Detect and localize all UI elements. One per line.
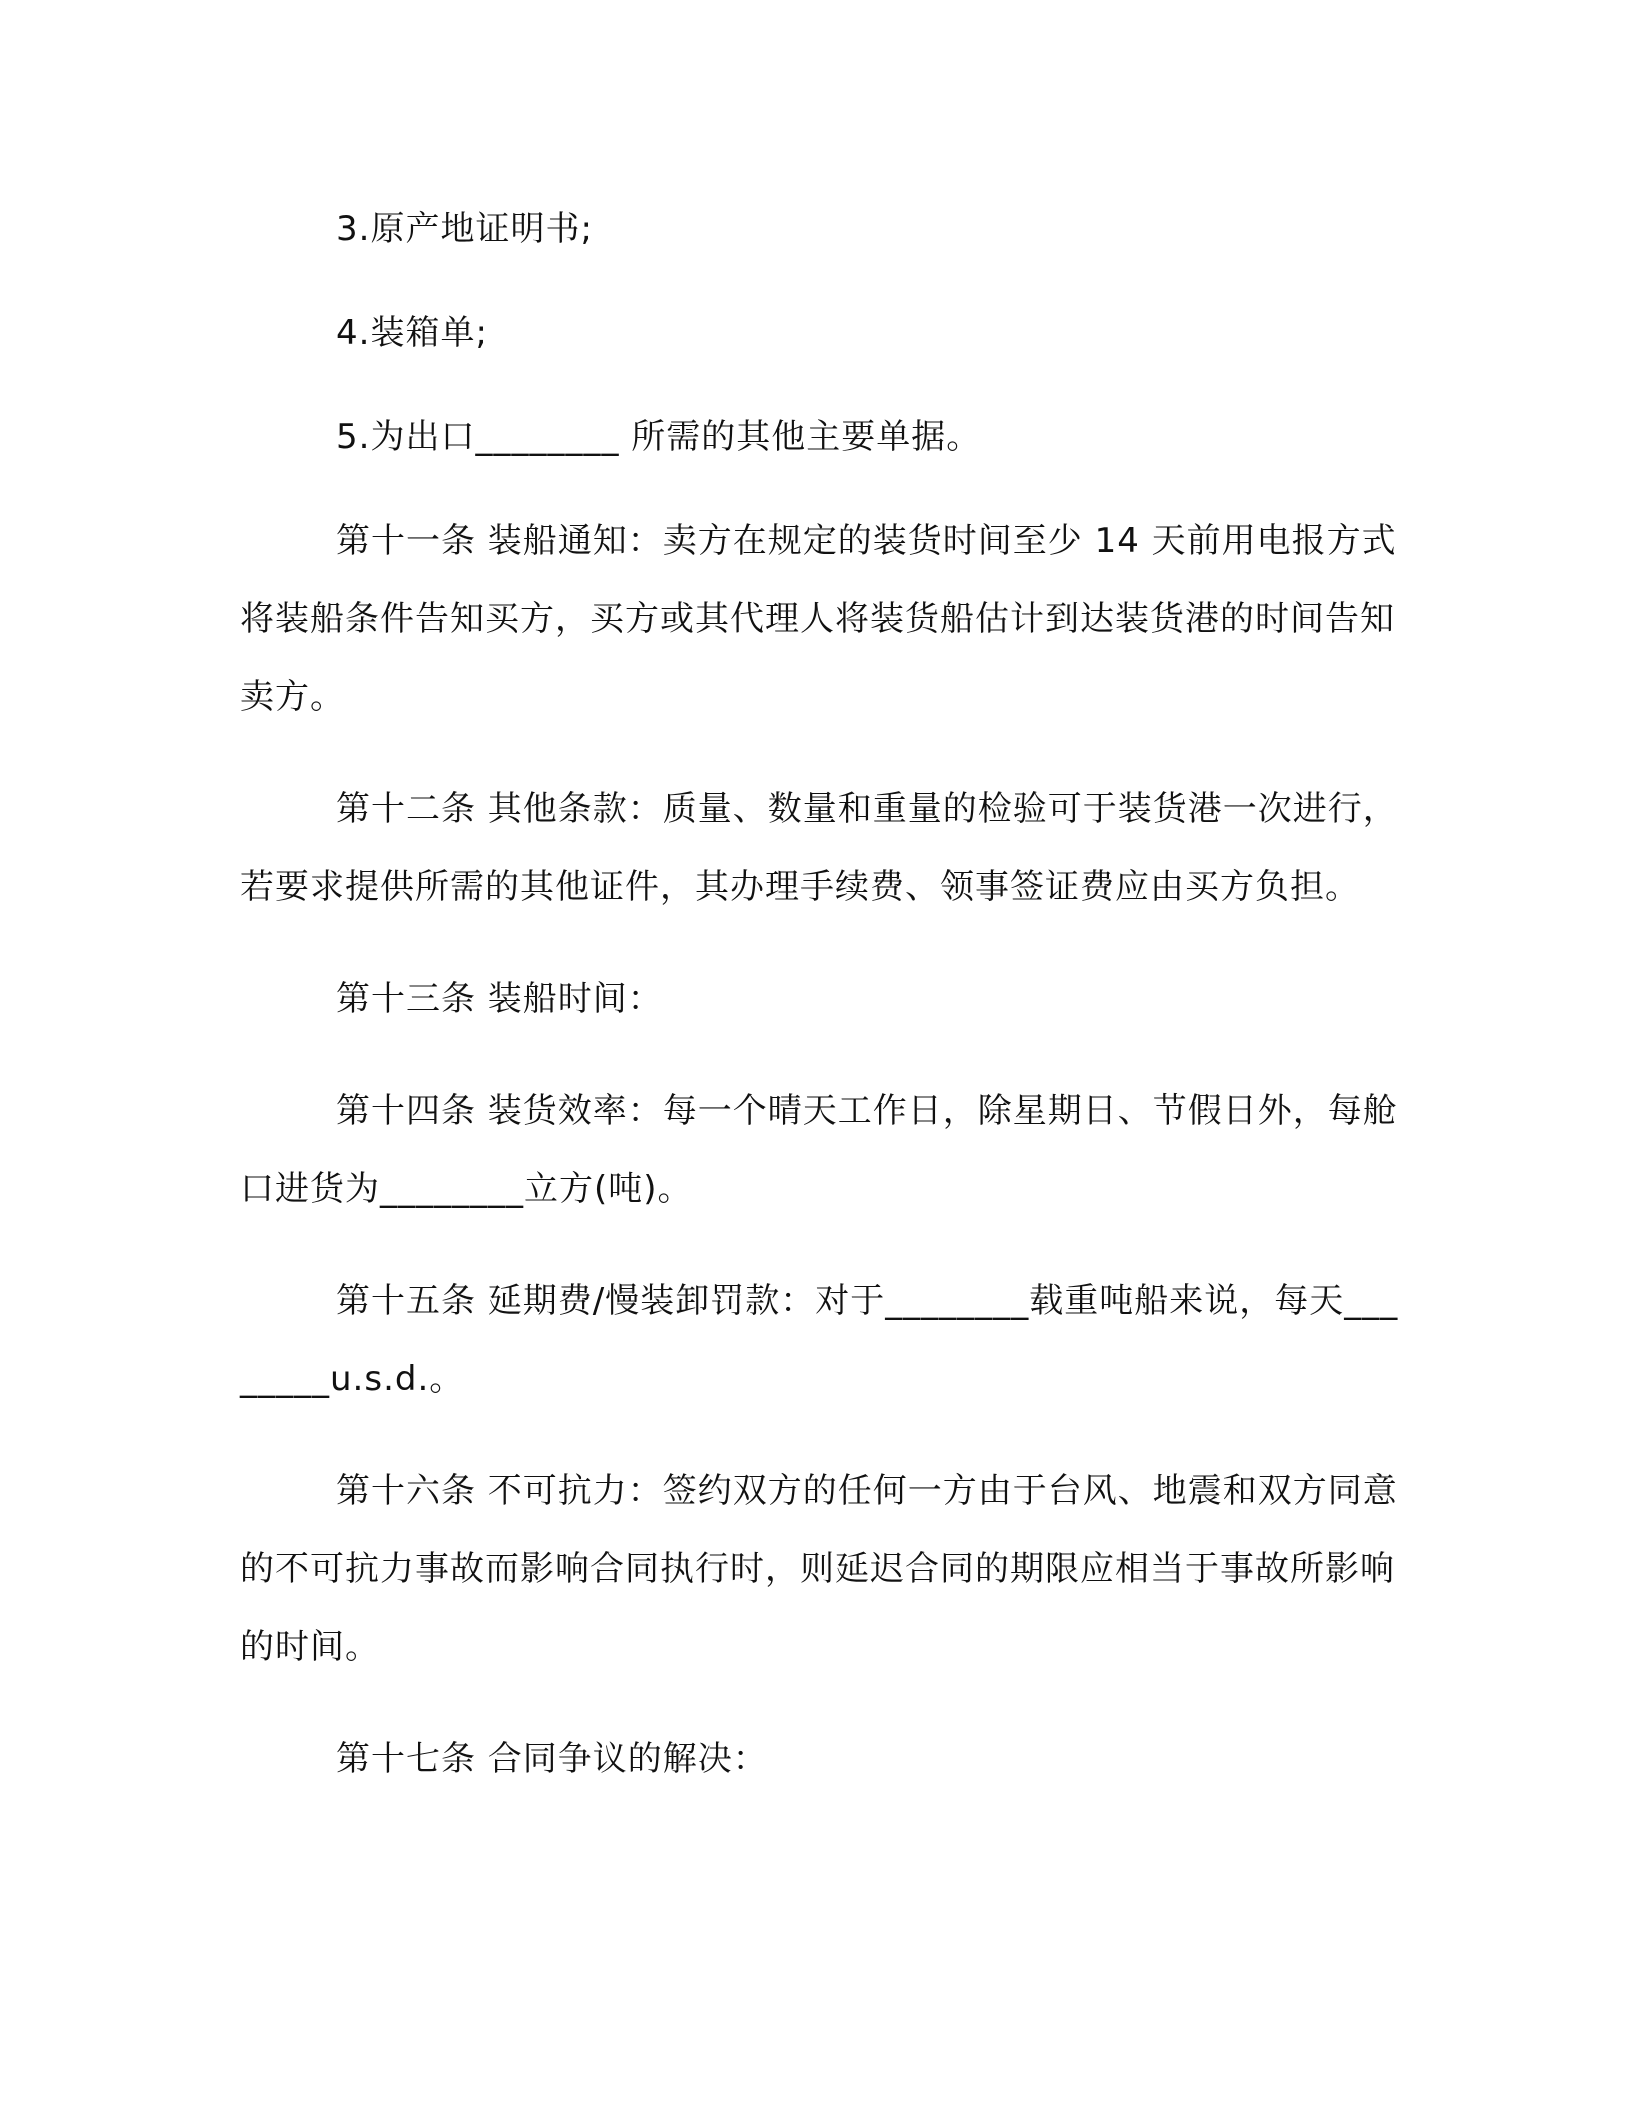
clause-17-dispute-resolution: 第十七条 合同争议的解决： [336,1739,768,1779]
clause-11-shipment-notice: 第十一条 装船通知：卖方在规定的装货时间至少 14 天前用电报方式将装船条件告知买方，买方或其代理人将装货船估计到达装货港的时间告知卖方。 [240,521,1397,717]
clause-16-force-majeure: 第十六条 不可抗力：签约双方的任何一方由于台风、地震和双方同意的不可抗力事故而影响合同执行时，则延迟合同的期限应相当于事故所影响的时间。 [240,1471,1398,1667]
list-item-other-documents: 5.为出口________ 所需的其他主要单据。 [336,417,982,457]
clause-13-shipment-time: 第十三条 装船时间： [336,979,663,1019]
clause-15-demurrage: 第十五条 延期费/慢装卸罚款：对于________载重吨船来说，每天________u.s.d.。 [240,1281,1399,1399]
clause-12-other-terms: 第十二条 其他条款：质量、数量和重量的检验可于装货港一次进行，若要求提供所需的其他证件，其办理手续费、领事签证费应由买方负担。 [240,789,1398,907]
list-item-certificate-of-origin: 3.原产地证明书; [336,209,593,249]
clause-14-loading-rate: 第十四条 装货效率：每一个晴天工作日，除星期日、节假日外，每舱口进货为________立方(吨)。 [240,1091,1398,1209]
document-body [240,190,1400,1832]
list-item-packing-list: 4.装箱单; [336,313,488,353]
